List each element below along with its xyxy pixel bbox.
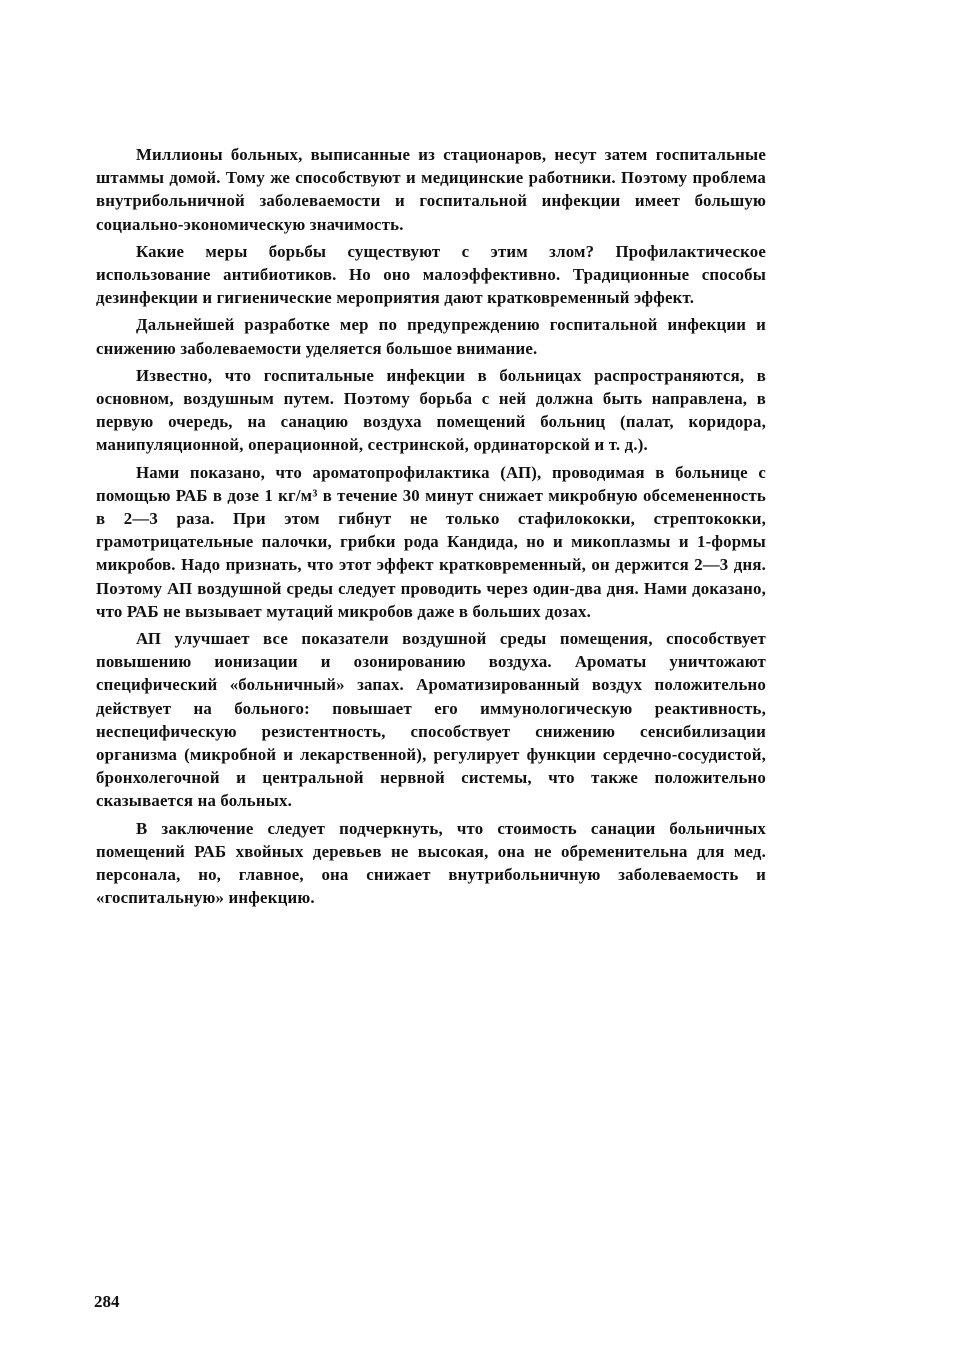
- body-text: [96, 143, 766, 914]
- paragraph: Нами показано, что ароматопрофилактика (АП), проводимая в больнице с помощью РАБ в дозе 1 кг/м³ в течение 30 минут снижает микробную обсемененность в 2—3 раза. При этом гибнут не только стафилококки, стрептококки, грамотрицательные палочки, грибки рода Кандида, но и микоплазмы и 1-формы микробов. Надо признать, что этот эффект кратковременный, он держится 2—3 дня. Поэтому АП воздушной среды следует проводить через один-два дня. Нами доказано, что РАБ не вызывает мутаций микробов даже в больших дозах.: [96, 462, 766, 621]
- paragraph: АП улучшает все показатели воздушной среды помещения, способствует повышению ионизации и озонированию воздуха. Ароматы уничтожают специфический «больничный» запах. Ароматизированный воздух положительно действует на больного: повышает его иммунологическую реактивность, неспецифическую резистентность, способствует снижению сенсибилизации организма (микробной и лекарственной), регулирует функции сердечно-сосудистой, бронхолегочной и центральной нервной системы, что также положительно сказывается на больных.: [96, 629, 766, 811]
- paragraph: В заключение следует подчеркнуть, что стоимость санации больничных помещений РАБ хвойных деревьев не высокая, она не обременительна для мед. персонала, но, главное, она снижает внутрибольничную заболеваемость и «госпитальную» инфекцию.: [96, 818, 766, 908]
- page-number: 284: [94, 1292, 120, 1311]
- paragraph: Миллионы больных, выписанные из стационаров, несут затем госпитальные штаммы домой. Тому же способствуют и медицинские работники. Поэтому проблема внутрибольничной заболеваемости и госпитальной инфекции имеет большую социально-экономическую значимость.: [96, 145, 766, 234]
- paragraph: Дальнейшей разработке мер по предупреждению госпитальной инфекции и снижению заболеваемости уделяется большое внимание.: [96, 315, 766, 358]
- paragraph: Какие меры борьбы существуют с этим злом? Профилактическое использование антибиотиков. Но оно малоэффективно. Традиционные способы дезинфекции и гигиенические мероприятия дают кратковременный эффект.: [96, 241, 766, 308]
- paragraph: Известно, что госпитальные инфекции в больницах распространяются, в основном, воздушным путем. Поэтому борьба с ней должна быть направлена, в первую очередь, на санацию воздуха помещений больниц (палат, коридора, манипуляционной, операционной, сестринской, ординаторской и т. д.).: [96, 365, 766, 455]
